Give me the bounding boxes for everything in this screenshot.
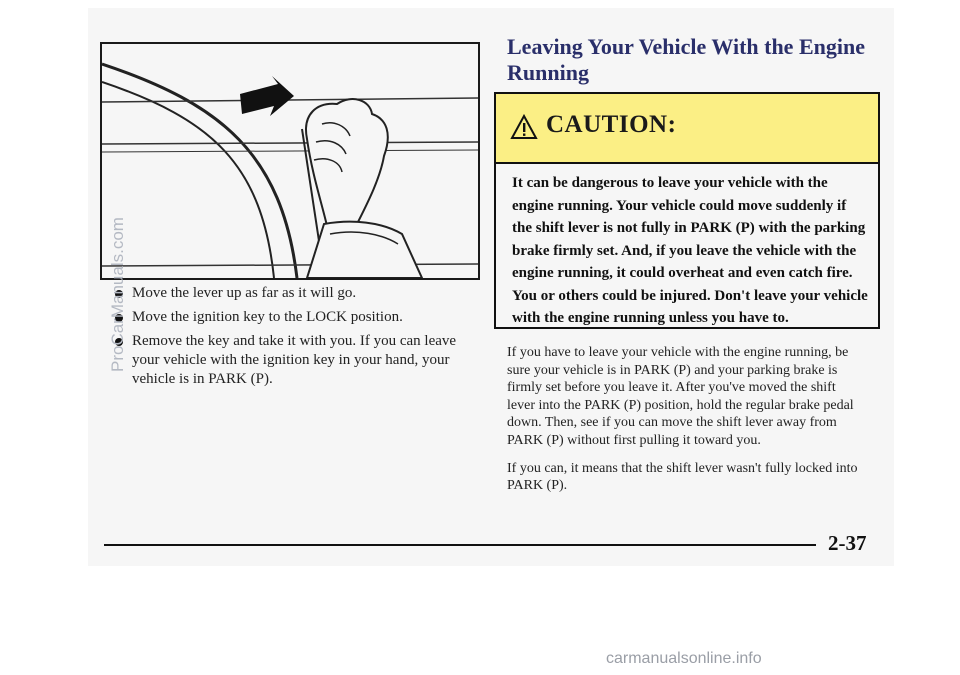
caution-label: CAUTION: xyxy=(546,111,677,138)
footer-watermark[interactable]: carmanualsonline.info xyxy=(606,650,762,667)
list-item xyxy=(112,332,472,389)
bullet-text: Move the ignition key to the LOCK position. xyxy=(132,309,403,325)
bullet-text: Remove the key and take it with you. If you can leave your vehicle with the ignition key in your hand, your vehicle is in PARK (P). xyxy=(132,333,457,387)
caution-header xyxy=(496,94,878,164)
list-item xyxy=(112,284,472,303)
side-watermark: ProCarManuals.com xyxy=(108,217,127,372)
page-number: 2-37 xyxy=(828,531,867,555)
caution-text: It can be dangerous to leave your vehicle with the engine running. Your vehicle could move suddenly if the shift lever is not fully in PARK (P) with the parking brake firmly set. And, if you leave the vehicle with the engine running, it could overheat and even catch fire. You or others could be injured. Don't leave your vehicle with the engine running unless you have to. xyxy=(512,175,868,326)
instruction-bullet-list xyxy=(112,284,472,394)
shift-lever-illustration xyxy=(100,42,480,280)
body-text xyxy=(507,344,867,505)
shift-lever-hand-icon xyxy=(102,44,478,278)
bullet-text: Move the lever up as far as it will go. xyxy=(132,285,357,301)
paragraph: If you have to leave your vehicle with the engine running, be sure your vehicle is in PARK (P) and your parking brake is firmly set before you leave it. After you've moved the shift lever into the PARK (P) position, hold the regular brake pedal down. Then, see if you can move the shift lever away from PARK (P) without first pulling it toward you. xyxy=(507,345,854,448)
section-heading: Leaving Your Vehicle With the Engine Running xyxy=(507,34,865,85)
paragraph: If you can, it means that the shift lever wasn't fully locked into PARK (P). xyxy=(507,460,858,494)
warning-triangle-icon xyxy=(510,114,538,140)
caution-box xyxy=(494,92,880,329)
list-item xyxy=(112,308,472,327)
footer-rule xyxy=(104,544,816,546)
